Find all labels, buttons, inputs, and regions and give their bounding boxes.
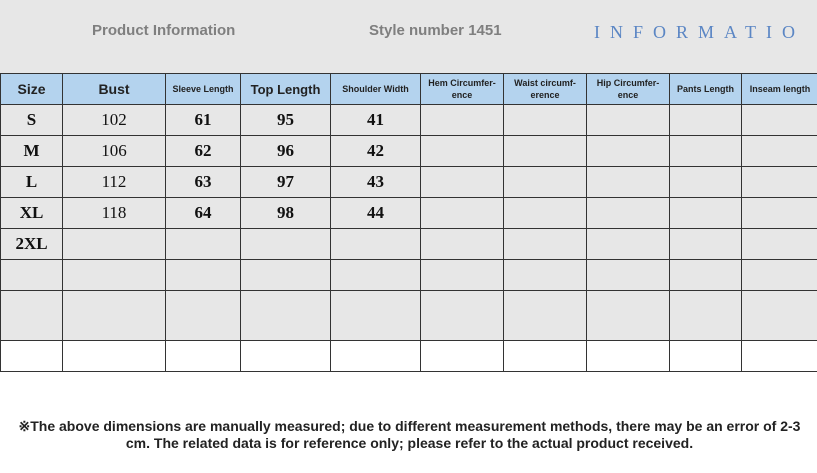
bust-cell — [63, 229, 166, 260]
empty-cell — [670, 260, 742, 291]
size-cell: M — [1, 136, 63, 167]
empty-cell — [241, 341, 331, 372]
shoulder-cell: 42 — [331, 136, 421, 167]
pants-cell — [670, 105, 742, 136]
waist-cell — [504, 198, 587, 229]
bust-cell: 118 — [63, 198, 166, 229]
pants-cell — [670, 198, 742, 229]
empty-cell — [670, 341, 742, 372]
empty-cell — [504, 291, 587, 341]
waist-cell — [504, 105, 587, 136]
empty-cell — [670, 291, 742, 341]
size-cell: XL — [1, 198, 63, 229]
col-header-hip-circumference: Hip Circumfer-ence — [587, 74, 670, 105]
shoulder-cell: 41 — [331, 105, 421, 136]
inseam-cell — [742, 229, 817, 260]
table-row — [1, 341, 817, 372]
col-header-bust: Bust — [63, 74, 166, 105]
top-length-cell — [241, 229, 331, 260]
col-header-sleeve-length: Sleeve Length — [166, 74, 241, 105]
sleeve-cell — [166, 229, 241, 260]
empty-cell — [421, 260, 504, 291]
inseam-cell — [742, 105, 817, 136]
size-chart-table — [0, 73, 817, 372]
hem-cell — [421, 136, 504, 167]
empty-cell — [587, 341, 670, 372]
waist-cell — [504, 229, 587, 260]
table-row — [1, 260, 817, 291]
empty-cell — [1, 260, 63, 291]
col-header-waist-circumference: Waist circumf-erence — [504, 74, 587, 105]
table-row — [1, 229, 817, 260]
hip-cell — [587, 105, 670, 136]
measurement-note: ※The above dimensions are manually measured; due to different measurement methods, there may be an error of 2-3 cm. The related data is for reference only; please refer to the actual product received. — [18, 418, 801, 451]
empty-cell — [504, 260, 587, 291]
hem-cell — [421, 229, 504, 260]
information-label: INFORMATIO — [594, 22, 806, 42]
size-cell: L — [1, 167, 63, 198]
top-length-cell: 96 — [241, 136, 331, 167]
top-length-cell: 95 — [241, 105, 331, 136]
table-row — [1, 198, 817, 229]
top-length-cell: 98 — [241, 198, 331, 229]
waist-cell — [504, 167, 587, 198]
empty-cell — [241, 291, 331, 341]
empty-cell — [587, 291, 670, 341]
table-row — [1, 291, 817, 341]
bust-cell: 102 — [63, 105, 166, 136]
sleeve-cell: 63 — [166, 167, 241, 198]
empty-cell — [742, 341, 817, 372]
empty-cell — [421, 291, 504, 341]
sleeve-cell: 62 — [166, 136, 241, 167]
product-information-title: Product Information — [92, 22, 236, 39]
table-row — [1, 136, 817, 167]
pants-cell — [670, 167, 742, 198]
hip-cell — [587, 229, 670, 260]
hip-cell — [587, 167, 670, 198]
style-number: Style number 1451 — [369, 22, 502, 39]
empty-cell — [166, 291, 241, 341]
hem-cell — [421, 105, 504, 136]
hip-cell — [587, 198, 670, 229]
sleeve-cell: 61 — [166, 105, 241, 136]
empty-cell — [331, 291, 421, 341]
size-cell: 2XL — [1, 229, 63, 260]
empty-cell — [166, 341, 241, 372]
top-length-cell: 97 — [241, 167, 331, 198]
inseam-cell — [742, 136, 817, 167]
empty-cell — [587, 260, 670, 291]
empty-cell — [331, 341, 421, 372]
size-cell: S — [1, 105, 63, 136]
pants-cell — [670, 229, 742, 260]
empty-cell — [63, 341, 166, 372]
empty-cell — [504, 341, 587, 372]
waist-cell — [504, 136, 587, 167]
empty-cell — [1, 291, 63, 341]
empty-cell — [63, 291, 166, 341]
hem-cell — [421, 198, 504, 229]
empty-cell — [742, 260, 817, 291]
empty-cell — [241, 260, 331, 291]
hip-cell — [587, 136, 670, 167]
empty-cell — [63, 260, 166, 291]
inseam-cell — [742, 198, 817, 229]
hem-cell — [421, 167, 504, 198]
sleeve-cell: 64 — [166, 198, 241, 229]
col-header-hem-circumference: Hem Circumfer-ence — [421, 74, 504, 105]
inseam-cell — [742, 167, 817, 198]
col-header-inseam-length: Inseam length — [742, 74, 817, 105]
table-header-row — [1, 74, 817, 105]
pants-cell — [670, 136, 742, 167]
shoulder-cell: 44 — [331, 198, 421, 229]
bust-cell: 106 — [63, 136, 166, 167]
col-header-size: Size — [1, 74, 63, 105]
table-row — [1, 167, 817, 198]
col-header-shoulder-width: Shoulder Width — [331, 74, 421, 105]
col-header-top-length: Top Length — [241, 74, 331, 105]
header-band — [0, 0, 817, 73]
empty-cell — [742, 291, 817, 341]
empty-cell — [1, 341, 63, 372]
table-row — [1, 105, 817, 136]
bust-cell: 112 — [63, 167, 166, 198]
shoulder-cell: 43 — [331, 167, 421, 198]
empty-cell — [331, 260, 421, 291]
empty-cell — [421, 341, 504, 372]
col-header-pants-length: Pants Length — [670, 74, 742, 105]
shoulder-cell — [331, 229, 421, 260]
empty-cell — [166, 260, 241, 291]
